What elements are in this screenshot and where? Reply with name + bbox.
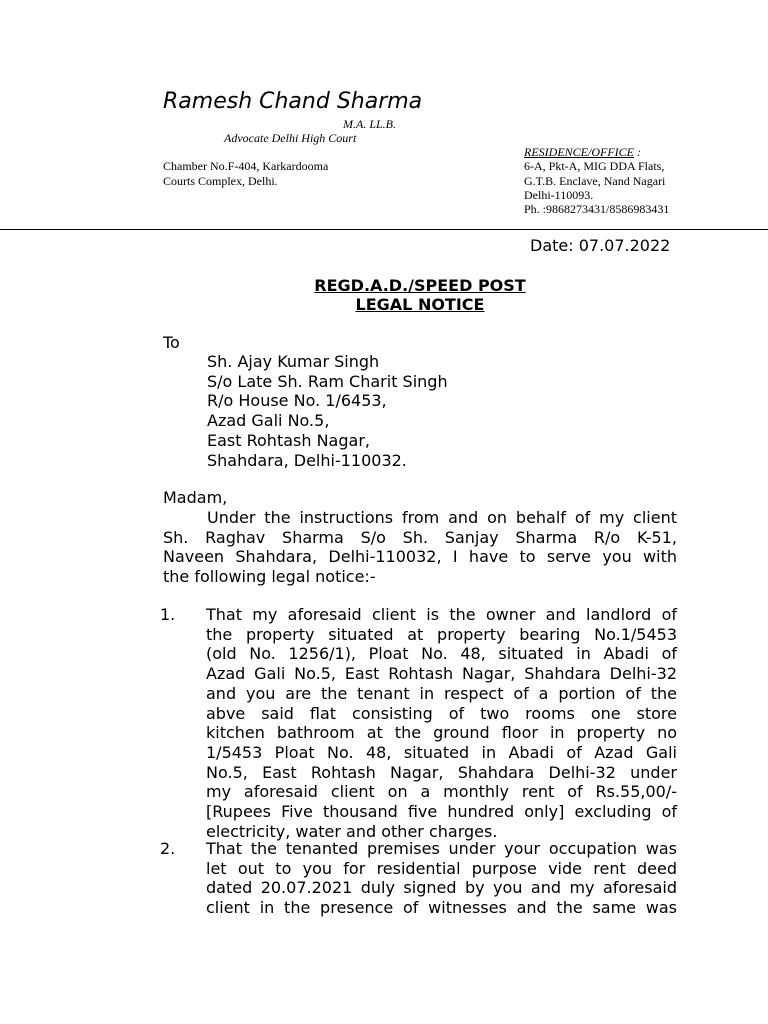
paragraph-line: kitchen bathroom at the ground floor in property no [206, 723, 677, 743]
paragraph-line: That the tenanted premises under your occupation was [206, 839, 677, 858]
address-line: Sh. Ajay Kumar Singh [207, 352, 380, 371]
paragraph-line: the property situated at property bearing No.1/5453 [206, 624, 677, 644]
intro-line: Sh. Raghav Sharma S/o Sh. Sanjay Sharma R/o K-51, [163, 527, 677, 547]
address-line: Shahdara, Delhi-110032. [207, 450, 407, 470]
paragraph-line: electricity, water and other charges. [206, 821, 498, 841]
numbered-paragraph [206, 605, 677, 841]
paragraph-line: That my aforesaid client is the owner and landlord of [206, 605, 677, 624]
recipient-address [207, 352, 448, 470]
intro-line: Naveen Shahdara, Delhi-110032, I have to serve you with [163, 547, 677, 567]
intro-line: the following legal notice:- [163, 567, 376, 587]
post-heading: REGD.A.D./SPEED POST [314, 276, 526, 295]
paragraph-line: No.5, East Rohtash Nagar, Shahdara Delhi-32 under [206, 762, 677, 782]
residence-colon: : [633, 145, 641, 159]
notice-date: Date: 07.07.2022 [530, 236, 671, 255]
paragraph-line: [Rupees Five thousand five hundred only] excluding of [206, 802, 677, 822]
notice-heading: LEGAL NOTICE [355, 295, 485, 314]
chamber-line-2: Courts Complex, Delhi. [163, 174, 278, 188]
residence-heading: RESIDENCE/OFFICE [524, 145, 634, 159]
address-line: Azad Gali No.5, [207, 411, 330, 431]
designation: Advocate Delhi High Court [224, 131, 357, 145]
paragraph-line: 1/5453 Ploat No. 48, situated in Abadi of Azad Gali [206, 742, 677, 762]
paragraph-line: dated 20.07.2021 duly signed by you and my aforesaid [206, 878, 677, 898]
letterhead-divider [0, 229, 768, 230]
residence-heading-block [524, 145, 641, 160]
numbered-paragraph [206, 839, 677, 918]
residence-line-3: Delhi-110093. [524, 188, 594, 202]
address-line: East Rohtash Nagar, [207, 430, 370, 450]
chamber-line-1: Chamber No.F-404, Karkardooma [163, 159, 329, 173]
phone-numbers: Ph. :9868273431/8586983431 [524, 202, 670, 216]
salutation: Madam, [163, 488, 228, 507]
address-line: R/o House No. 1/6453, [207, 391, 387, 411]
advocate-name: Ramesh Chand Sharma [163, 89, 423, 114]
paragraph-line: my aforesaid client on a monthly rent of Rs.55,00/- [206, 782, 677, 802]
paragraph-line: and you are the tenant in respect of a portion of the [206, 683, 677, 703]
address-line: S/o Late Sh. Ram Charit Singh [207, 371, 448, 391]
paragraph-line: (old No. 1256/1), Ploat No. 48, situated in Abadi of [206, 644, 677, 664]
residence-line-1: 6-A, Pkt-A, MIG DDA Flats, [524, 159, 665, 173]
item-number: 2. [160, 839, 176, 858]
paragraph-line: let out to you for residential purpose vide rent deed [206, 858, 677, 878]
paragraph-line: Azad Gali No.5, East Rohtash Nagar, Shahdara Delhi-32 [206, 664, 677, 684]
to-label: To [163, 333, 180, 352]
paragraph-line: client in the presence of witnesses and the same was [206, 898, 677, 918]
intro-line: Under the instructions from and on behalf of my client [207, 508, 677, 527]
item-number: 1. [160, 605, 176, 624]
qualification: M.A. LL.B. [343, 117, 397, 131]
paragraph-line: abve said flat consisting of two rooms one store [206, 703, 677, 723]
residence-line-2: G.T.B. Enclave, Nand Nagari [524, 174, 666, 188]
intro-paragraph [163, 508, 677, 587]
